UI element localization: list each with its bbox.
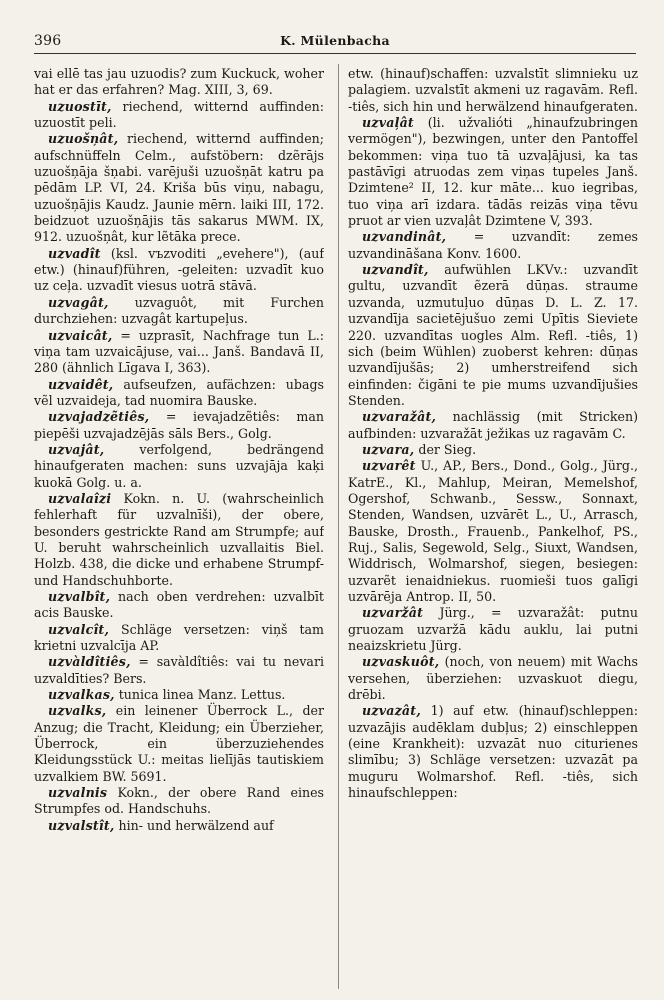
dictionary-entry [348, 229, 638, 262]
entry-text: der Sieg. [414, 441, 477, 457]
entry-text: nach oben verdrehen: uzvalbīt acis Bauske. [34, 589, 324, 621]
dictionary-entry [348, 703, 638, 801]
entry-headword: uzvaržât [362, 605, 424, 621]
entry-text: = uzvandīt: zemes uzvandināšana Konv. 1600. [348, 229, 638, 261]
right-column [348, 66, 638, 991]
dictionary-entry [34, 687, 324, 703]
entry-headword: uzvarêt [362, 458, 416, 474]
entry-text: riechend, witternd auffinden: uzuostīt peli. [34, 98, 324, 131]
entry-text: = uzprasīt, Nachfrage tun L.: viņa tam uzvaicājuse, vai... Janš. Bandavā II, 280 (ähnlich Līgava I, 363). [34, 327, 324, 376]
entry-text: nachlässig (mit Stricken) aufbinden: uzvaražāt ježikas uz ragavām C. [348, 409, 638, 441]
entry-headword: uzvadît [48, 245, 101, 261]
dictionary-entry [34, 818, 324, 834]
entry-headword: uzvaidêt, [48, 376, 114, 392]
entry-headword: uzvazât, [362, 703, 421, 719]
entry-text: verfolgend, bedrängend hinaufgeraten machen: suns uzvajāja kaķi kuokā Golg. u. a. [34, 441, 324, 490]
entry-text: (li. užvalióti „hinaufzubringen vermögen"), bezwingen, unter den Pantoffel bekommen: viņa tuo tā uzvaļājusi, ka tas pastāvīgi atruodas zem viņas tupeles Janš. Dzimtene² II, 12. kur māte... kuo iegribas, tuo viņa arī izdara. tādās reizās viņa tẽvu pruot ar vien uzvaļât Dzimtene V, 393. [348, 115, 638, 229]
dictionary-entry [34, 491, 324, 589]
dictionary-entry [34, 377, 324, 410]
entry-headword: uzvàldîtiês, [48, 654, 131, 670]
entry-text: (noch, von neuem) mit Wachs versehen, überziehen: uzvaskuot diegu, drēbi. [348, 654, 638, 703]
entry-headword: uzvalbît, [48, 589, 111, 604]
dictionary-entry [34, 785, 324, 818]
dictionary-entry [34, 654, 324, 687]
entry-headword: uzvara, [362, 441, 415, 457]
entry-text: = savàldîtiês: vai tu nevari uzvaldīties? Bers. [34, 654, 324, 686]
dictionary-entry [348, 409, 638, 442]
dictionary-entry [348, 605, 638, 654]
dictionary-entry [34, 295, 324, 328]
column-divider [338, 64, 339, 989]
entry-headword: uzvalnis [48, 785, 108, 801]
entry-text: riechend, witternd auffinden; aufschnüffeln Celm., aufstöbern: dzẽrājs uzuošņāja šņabi. varējuši uzuošņāt katru pa pēdām LP. VI, 24. Kriša būs viņu, nabagu, uzuošņājis Kaudz. Jaunie mērn. laiki III, 172. beidzuot uzuošņājis tās sakarus MWM. IX, 912. uzuošņât, kur lẽtāka prece. [34, 131, 324, 245]
entry-headword: uzvandinât, [362, 229, 447, 245]
dictionary-entry [348, 654, 638, 703]
entry-headword: uzvaražât, [362, 409, 437, 425]
entry-headword: uzvagât, [48, 294, 109, 310]
entry-headword: uzvaļât [362, 115, 414, 131]
entry-headword: uzvaicât, [48, 327, 113, 343]
dictionary-entry [348, 262, 638, 409]
entry-text: Jürg., = uzvaražât: putnu gruozam uzvaržā kādu auklu, lai putni neaizskrietu Jürg. [348, 605, 638, 654]
entry-text: Schläge versetzen: viņš tam krietni uzvalcīja AP. [34, 621, 324, 654]
entry-text: hin- und herwälzend auf [114, 817, 274, 833]
entry-headword: uzvajadzẽtiês, [48, 409, 150, 425]
dictionary-entry [34, 328, 324, 377]
entry-text: vai ellē tas jau uzuodis? zum Kuckuck, woher hat er das erfahren? Mag. XIII, 3, 69. [34, 66, 324, 98]
dictionary-entry [34, 99, 324, 132]
dictionary-entry [34, 131, 324, 245]
entry-text: = ievajadzẽtiês: man piepēši uzvajadzējās sāls Bers., Golg. [34, 409, 324, 441]
dictionary-entry [34, 442, 324, 491]
entry-text: (ksl. vъzvoditi „evehere"), (auf etw.) (hinauf)führen, -geleiten: uzvadīt kuo uz ceļa. uzvadīt viesus uotrā stāvā. [34, 245, 324, 294]
running-title: K. Mülenbacha [280, 33, 390, 48]
entry-headword: uzvalcît, [48, 621, 110, 637]
entry-text: U., AP., Bers., Dond., Golg., Jürg., KatrE., Kl., Mahlup, Meiran, Memelshof, Ogershof, Schwanb., Sessw., Sonnaxt, Stenden, Wandsen, uzvārēt L., U., Arrasch, Bauske, Drosth., Frauenb., Pankelhof, PS., Ruj., Salis, Segewold, Selg., Siuxt, Wandsen, Widdrisch, Wolmarshof, siegen, besiegen: uzvarẽt ienaidniekus. ruomieši tuos galīgi uzvārēja Antrop. II, 50. [348, 458, 638, 604]
entry-text: etw. (hinauf)schaffen: uzvalstīt slimnieku uz palagiem. uzvalstīt akmeni uz ragavām. Refl. -tiês, sich hin und herwälzend hinaufgeraten. [348, 66, 638, 114]
entry-text: ein leinener Überrock L., der Anzug; die Tracht, Kleidung; ein Überzieher, Überrock, ein überzuziehendes Kleidungsstück U.: meitas lielījās tautiskiem uzvalkiem BW. 5691. [34, 703, 324, 784]
dictionary-entry [34, 589, 324, 622]
page-header [34, 33, 636, 54]
entry-headword: uzvajât, [48, 441, 105, 457]
dictionary-entry [348, 115, 638, 229]
entry-headword: uzuostīt, [48, 98, 112, 114]
entry-headword: uzvalkas, [48, 687, 115, 703]
entry-headword: uzuošņât, [48, 131, 119, 147]
entry-headword: uzvalstît, [48, 817, 115, 833]
entry-headword: uzvaskuôt, [362, 654, 440, 670]
entry-text: Kokn., der obere Rand eines Strumpfes od. Handschuhs. [34, 785, 324, 817]
dictionary-entry [348, 458, 638, 605]
left-column [34, 66, 324, 991]
entry-text: 1) auf etw. (hinauf)schleppen: uzvazājis audēklam dubļus; 2) einschleppen (eine Krankheit): uzvazāt nuo citurienes slimību; 3) Schläge versetzen: uzvazāt pa muguru Wolmarshof. Refl. -tiês, sich hinaufschleppen: [348, 703, 638, 801]
entry-text: aufwühlen LKVv.: uzvandīt gultu, uzvandīt ẽzerā dūņas. straume uzvanda, uzmutuļuo dūņas D. L. Z. 17. uzvandīja sacietējušuo zemi Upītis Sieviete 220. uzvandītas uogles Alm. Refl. -tiês, 1) sich (beim Wühlen) zuoberst kehren: dūņas uzvandījušās; 2) umherstreifend sich einfinden: čigāni te pie mums uzvandījušies Stenden. [348, 262, 638, 408]
dictionary-entry [34, 703, 324, 785]
dictionary-entry [34, 409, 324, 442]
entry-text: uzvaguôt, mit Furchen durchziehen: uzvagât kartupeļus. [34, 294, 324, 327]
dictionary-entry [348, 442, 638, 458]
entry-text: aufseufzen, aufächzen: ubags vẽl uzvaideja, tad nuomira Bauske. [34, 376, 324, 408]
entry-headword: uzvalaîzi [48, 490, 112, 506]
page-number: 396 [34, 33, 62, 49]
entry-headword: uzvandît, [362, 262, 429, 278]
dictionary-entry [34, 622, 324, 655]
entry-headword: uzvalks, [48, 703, 107, 719]
dictionary-entry [34, 66, 324, 99]
entry-text: Kokn. n. U. (wahrscheinlich fehlerhaft für uzvalnīši), der obere, besonders gestrickte Rand am Strumpfe; auf U. beruht wahrscheinlich uzvallaitis Biel. Holzb. 438, die dicke und erhabene Strumpf- und Handschuhborte. [34, 490, 324, 588]
dictionary-entry [348, 66, 638, 115]
entry-text: tunica linea Manz. Lettus. [114, 687, 286, 703]
dictionary-entry [34, 246, 324, 295]
